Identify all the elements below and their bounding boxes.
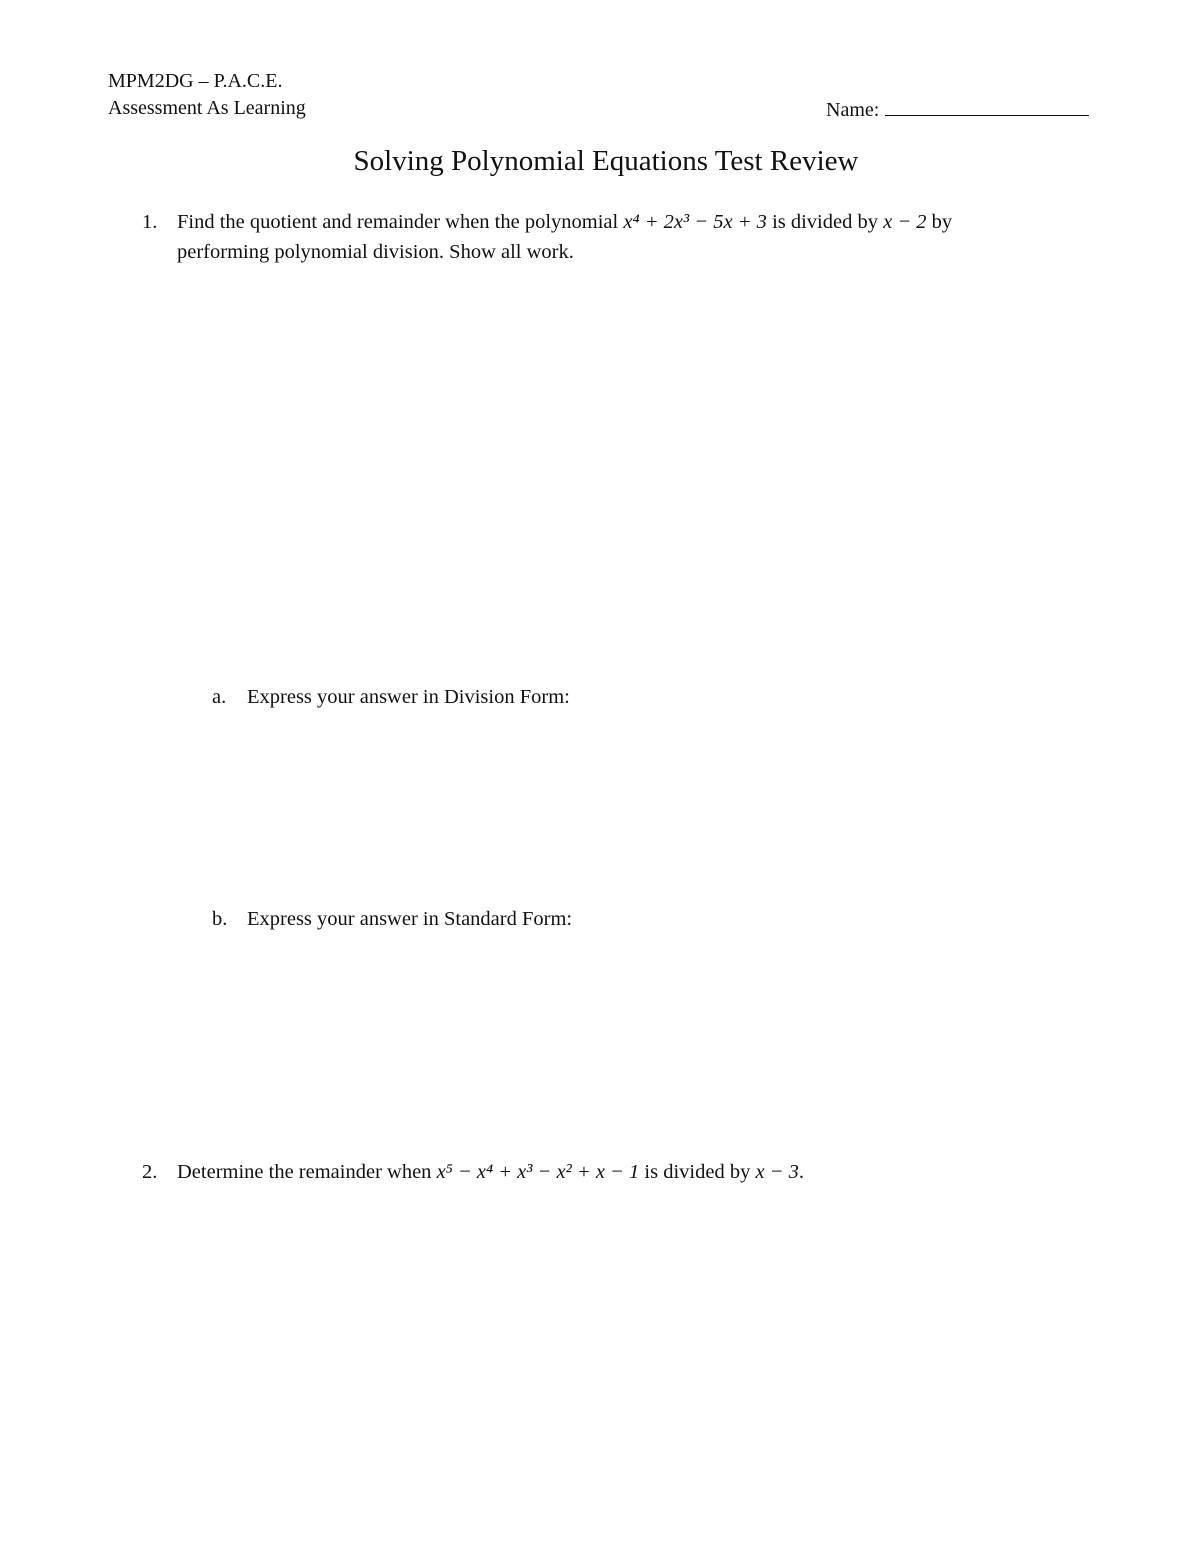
name-field[interactable] — [826, 97, 1089, 122]
question-1-line-2: performing polynomial division. Show all work. — [177, 241, 574, 263]
question-2-divisor: x − 3 — [755, 1161, 799, 1183]
subtitle: Assessment As Learning — [108, 97, 306, 119]
question-1-line-1 — [177, 207, 952, 237]
question-1-polynomial: x⁴ + 2x³ − 5x + 3 — [623, 211, 767, 233]
course-code: MPM2DG – P.A.C.E. — [108, 70, 283, 92]
question-2-line — [177, 1157, 804, 1187]
question-2-text-c: . — [798, 1161, 805, 1183]
question-2-text-b: is divided by — [639, 1161, 756, 1183]
part-a-text: Express your answer in Division Form: — [247, 686, 570, 708]
part-b-text: Express your answer in Standard Form: — [247, 908, 573, 930]
name-blank-line[interactable] — [885, 97, 1089, 116]
page-title: Solving Polynomial Equations Test Review — [353, 145, 859, 177]
question-1-divisor: x − 2 — [883, 211, 927, 233]
question-1-text-b: is divided by — [766, 211, 884, 233]
question-1-text-a: Find the quotient and remainder when the polynomial — [177, 211, 624, 233]
question-1-number: 1. — [142, 211, 158, 233]
question-2-number: 2. — [142, 1161, 158, 1183]
question-1-text-c: by — [926, 211, 953, 233]
name-label: Name: — [826, 99, 880, 121]
question-2-text-a: Determine the remainder when — [177, 1161, 437, 1183]
part-a-letter: a. — [212, 686, 227, 708]
question-2-polynomial: x⁵ − x⁴ + x³ − x² + x − 1 — [436, 1161, 640, 1183]
part-b-letter: b. — [212, 908, 228, 930]
